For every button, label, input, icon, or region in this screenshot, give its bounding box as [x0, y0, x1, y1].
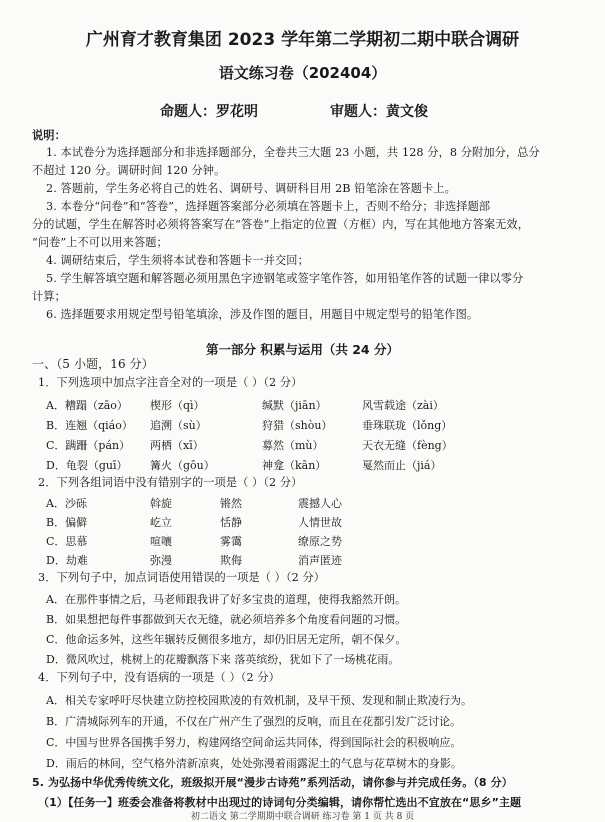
question-5-task-1: （1）【任务一】班委会准备将教材中出现过的诗词句分类编辑，请你帮忙选出不宜放在“思乡”主题 [38, 796, 522, 809]
question-2-stem: 2．下列各组词语中没有错别字的一项是（ ）（2 分） [38, 476, 303, 489]
q2-option: 缭原之势 [298, 535, 342, 548]
q2-option: 雾霭 [220, 535, 242, 548]
q2-option: 斡旋 [150, 497, 172, 510]
question-3-stem: 3．下列句子中，加点词语使用错误的一项是（ ）（2 分） [38, 571, 326, 584]
q2-option: 欺侮 [220, 554, 242, 567]
q4-option: C．中国与世界各国携手努力，构建网络空间命运共同体，得到国际社会的积极响应。 [46, 736, 462, 749]
q2-option: 屹立 [150, 516, 172, 529]
exam-title: 广州育才教育集团 2023 学年第二学期初二期中联合调研 [85, 30, 520, 50]
q1-option: 风雪载途（zài） [362, 399, 444, 412]
q1-option: 两栖（xī） [150, 439, 204, 452]
q1-option: 篝火（gōu） [150, 459, 215, 472]
q3-option: D．微风吹过，桃树上的花瓣飘落下来 落英缤纷，犹如下了一场桃花雨。 [46, 653, 400, 666]
instructions-label: 说明： [32, 129, 66, 142]
section-heading: 一、（5 小题，16 分） [32, 357, 154, 371]
q1-option: D．龟裂（guī） [46, 459, 128, 472]
q3-option: B．如果想把每件事都做到天衣无缝，就必须培养多个角度看问题的习惯。 [46, 613, 407, 626]
q1-option: C．蹒跚（pán） [46, 439, 131, 452]
q4-option: B．广清城际列车的开通，不仅在广州产生了强烈的反响，而且在花都引发广泛讨论。 [46, 715, 462, 728]
q1-option: 戛然而止（jiá） [362, 459, 442, 472]
q2-option: D．劫难 [46, 554, 88, 567]
q1-option: 神龛（kān） [262, 459, 327, 472]
instruction-line: 不超过 120 分。调研时间 120 分钟。 [32, 164, 226, 177]
page-footer: 初二语文 第二学期期中联合调研 练习卷 第 1 页 共 8 页 [190, 812, 415, 822]
q2-option: 消声匿迹 [298, 554, 342, 567]
q3-option: C．他命运多舛，这些年辗转反侧很多地方，却仍旧居无定所，朝不保夕。 [46, 633, 407, 646]
q2-option: 弥漫 [150, 554, 172, 567]
q4-option: A．相关专家呼吁尽快建立防控校园欺凌的有效机制，及早干预、发现和制止欺凌行为。 [46, 694, 472, 707]
instruction-line: 3. 本卷分“问卷”和“答卷”，选择题答案部分必须填在答题卡上，否则不给分；非选择题部 [46, 200, 491, 213]
q4-option: D．雨后的林间，空气格外清新凉爽，处处弥漫着雨露泥土的气息与花草树木的身影。 [46, 757, 462, 770]
q2-option: 喧嚷 [150, 535, 172, 548]
instruction-line: 4. 调研结束后，学生须将本试卷和答题卡一并交回； [46, 254, 309, 267]
instruction-line: 5. 学生解答填空题和解答题必须用黑色字迹钢笔或签字笔作答，如用铅笔作答的试题一律以零分 [46, 272, 524, 285]
question-1-stem: 1．下列选项中加点字注音全对的一项是（ ）（2 分） [38, 376, 303, 389]
instruction-line: 1. 本试卷分为选择题部分和非选择题部分，全卷共三大题 23 小题，共 128 分，8 分附加分，总分 [46, 146, 540, 159]
part-heading: 第一部分 积累与运用（共 24 分） [206, 342, 399, 357]
instruction-line: “问卷”上不可以用来答题； [32, 236, 168, 249]
instruction-line: 6. 选择题要求用规定型号铅笔填涂，涉及作图的题目，用题目中规定型号的铅笔作图。 [46, 308, 479, 321]
question-5-stem: 5. 为弘扬中华优秀传统文化，班级拟开展“漫步古诗苑”系列活动，请你参与并完成任务。（8 分） [32, 776, 513, 789]
q2-option: 人情世故 [298, 516, 342, 529]
question-4-stem: 4．下列句子中，没有语病的一项是（ ）（2 分） [38, 671, 280, 684]
instruction-line: 分的试题，学生在解答时必须将答案写在“答卷”上指定的位置（方框）内，写在其他地方答案无效， [32, 218, 530, 231]
reviewer-label: 审题人：黄文俊 [330, 104, 428, 120]
q1-option: B．连翘（qiáo） [46, 419, 133, 432]
q1-option: 垂珠联珑（lǒng） [362, 419, 453, 432]
q3-option: A．在那件事情之后，马老师跟我讲了好多宝贵的道理，使得我豁然开朗。 [46, 593, 406, 606]
q1-option: 募然（mù） [262, 439, 324, 452]
q1-option: 缄默（jiān） [262, 399, 327, 412]
q2-option: 震撼人心 [298, 497, 342, 510]
setter-label: 命题人：罗花明 [160, 104, 258, 120]
q2-option: 恬静 [220, 516, 242, 529]
instruction-line: 计算； [32, 290, 66, 303]
q2-option: A．沙砾 [46, 497, 87, 510]
exam-subtitle: 语文练习卷（202404） [218, 64, 387, 82]
q1-option: 狩猎（shòu） [262, 419, 333, 432]
q1-option: 天衣无缝（fèng） [362, 439, 453, 452]
q1-option: 追溯（sù） [150, 419, 207, 432]
q2-option: C．思慕 [46, 535, 88, 548]
instruction-line: 2. 答题前，学生务必将自己的姓名、调研号、调研科目用 2B 铅笔涂在答题卡上。 [46, 182, 456, 195]
q1-option: 楔形（qì） [150, 399, 205, 412]
q1-option: A．糟蹋（zāo） [46, 399, 128, 412]
q2-option: 锵然 [220, 497, 242, 510]
q2-option: B．偏僻 [46, 516, 88, 529]
